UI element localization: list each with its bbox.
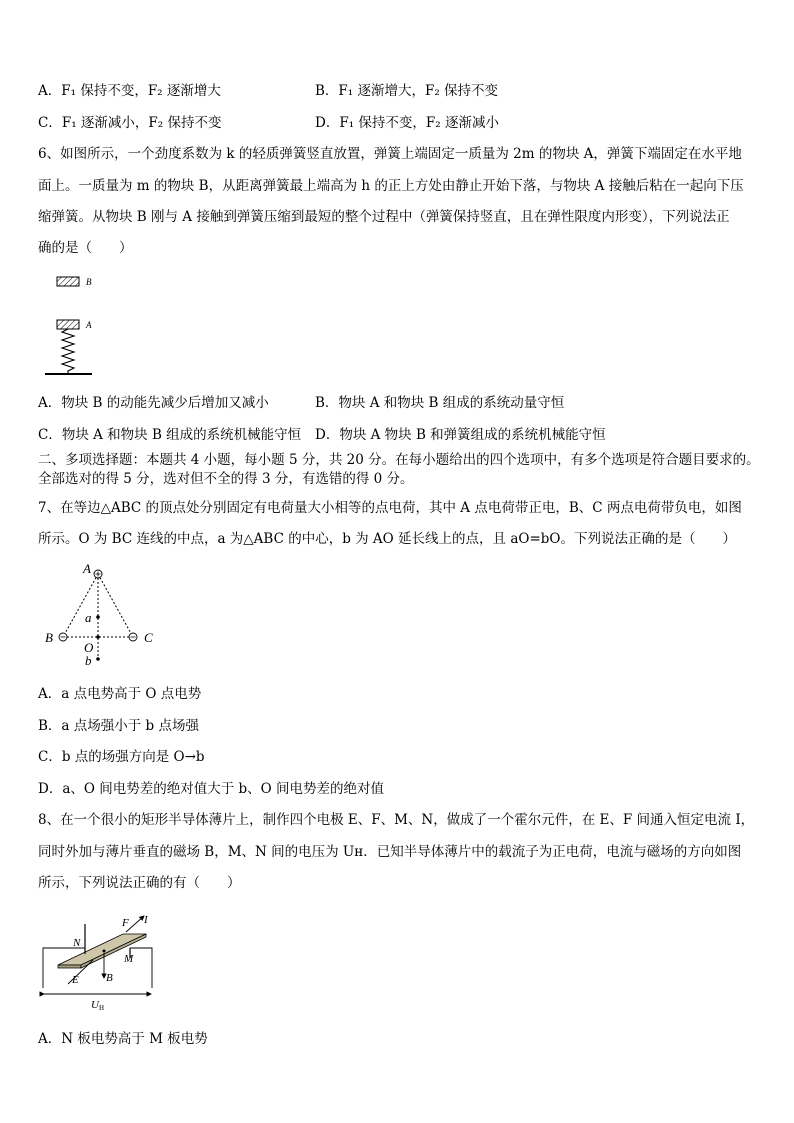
label-i: I xyxy=(144,914,148,926)
q8-stem-line-1: 8、在一个很小的矩形半导体薄片上，制作四个电极 E、F、M、N，做成了一个霍尔元件，在 E、F 间通入恒定电流 I， xyxy=(38,812,755,828)
q6-stem-line-3: 缩弹簧。从物块 B 刚与 A 接触到弹簧压缩到最短的整个过程中（弹簧保持竖直，且在弹性限度内形变），下列说法正 xyxy=(38,209,730,225)
block-b-label: B xyxy=(86,277,92,287)
q6-stem-line-4: 确的是（ ） xyxy=(38,240,133,256)
label-vertex-c: C xyxy=(144,630,153,645)
label-b: B xyxy=(106,972,113,984)
label-e: E xyxy=(72,974,79,986)
label-n: N xyxy=(73,937,81,949)
q8-option-a: A．N 板电势高于 M 板电势 xyxy=(38,1031,208,1047)
label-point-a: a xyxy=(85,610,92,625)
q6-stem-line-1: 6、如图所示，一个劲度系数为 k 的轻质弹簧竖直放置，弹簧上端固定一质量为 2m 的物块 A，弹簧下端固定在水平地 xyxy=(38,146,742,162)
q7-option-c: C．b 点的场强方向是 O→b xyxy=(38,749,205,765)
point-o xyxy=(96,635,100,639)
block-a-label: A xyxy=(86,320,92,330)
q5-option-a: A．F₁ 保持不变，F₂ 逐渐增大 xyxy=(38,83,221,99)
label-point-o: O xyxy=(84,640,94,655)
label-f: F xyxy=(122,917,129,929)
q6-stem-line-2: 面上。一质量为 m 的物块 B，从距离弹簧最上端高为 h 的正上方处由静止开始下落，与物块 A 接触后粘在一起向下压 xyxy=(38,178,744,194)
q5-option-d: D．F₁ 保持不变，F₂ 逐渐减小 xyxy=(315,115,499,131)
q6-option-d: D．物块 A 物块 B 和弹簧组成的系统机械能守恒 xyxy=(315,427,606,443)
q7-triangle-figure xyxy=(40,560,170,670)
point-b xyxy=(96,657,100,661)
spring xyxy=(62,329,74,374)
q8-stem-line-2: 同时外加与薄片垂直的磁场 B，M、N 间的电压为 Uʜ．已知半导体薄片中的载流子为正电荷，电流与磁场的方向如图 xyxy=(38,844,742,860)
plate-front-edge xyxy=(58,965,81,968)
q6-option-a: A．物块 B 的动能先减少后增加又减小 xyxy=(38,395,269,411)
q7-stem-line-1: 7、在等边△ABC 的顶点处分别固定有电荷量大小相等的点电荷，其中 A 点电荷带正电，B、C 两点电荷带负电，如图 xyxy=(38,500,742,516)
label-m: M xyxy=(124,953,134,965)
block-b xyxy=(57,277,79,286)
q6-option-b: B．物块 A 和物块 B 组成的系统动量守恒 xyxy=(315,395,565,411)
q7-option-b: B．a 点场强小于 b 点场强 xyxy=(38,718,199,734)
label-uh: UH xyxy=(91,999,105,1010)
label-point-b: b xyxy=(85,653,92,668)
q5-option-c: C．F₁ 逐渐减小，F₂ 保持不变 xyxy=(38,115,222,131)
section2-heading-line-2: 全部选对的得 5 分，选对但不全的得 3 分，有选错的得 0 分。 xyxy=(38,471,414,487)
q7-option-d: D．a、O 间电势差的绝对值大于 b、O 间电势差的绝对值 xyxy=(38,781,385,797)
block-a xyxy=(57,320,79,329)
q6-option-c: C．物块 A 和物块 B 组成的系统机械能守恒 xyxy=(38,427,302,443)
q5-option-b: B．F₁ 逐渐增大，F₂ 保持不变 xyxy=(315,83,499,99)
q8-stem-line-3: 所示，下列说法正确的有（ ） xyxy=(38,875,241,891)
q8-hall-element-figure xyxy=(38,910,163,1010)
q7-option-a: A．a 点电势高于 O 点电势 xyxy=(38,686,202,702)
wire-right xyxy=(130,948,152,988)
edge-ac xyxy=(98,574,133,637)
field-origin-dot xyxy=(103,950,106,953)
label-vertex-a: A xyxy=(83,561,91,576)
section2-heading-line-1: 二、多项选择题：本题共 4 小题，每小题 5 分，共 20 分。在每小题给出的四个选项中，有多个选项是符合题目要求的。 xyxy=(38,452,760,468)
q7-stem-line-2: 所示。O 为 BC 连线的中点，a 为△ABC 的中心，b 为 AO 延长线上的点，且 aO=bO。下列说法正确的是（ ） xyxy=(38,531,736,547)
q6-spring-figure xyxy=(40,270,120,382)
edge-ab xyxy=(63,574,98,637)
label-vertex-b: B xyxy=(45,630,53,645)
point-a-center xyxy=(96,615,100,619)
